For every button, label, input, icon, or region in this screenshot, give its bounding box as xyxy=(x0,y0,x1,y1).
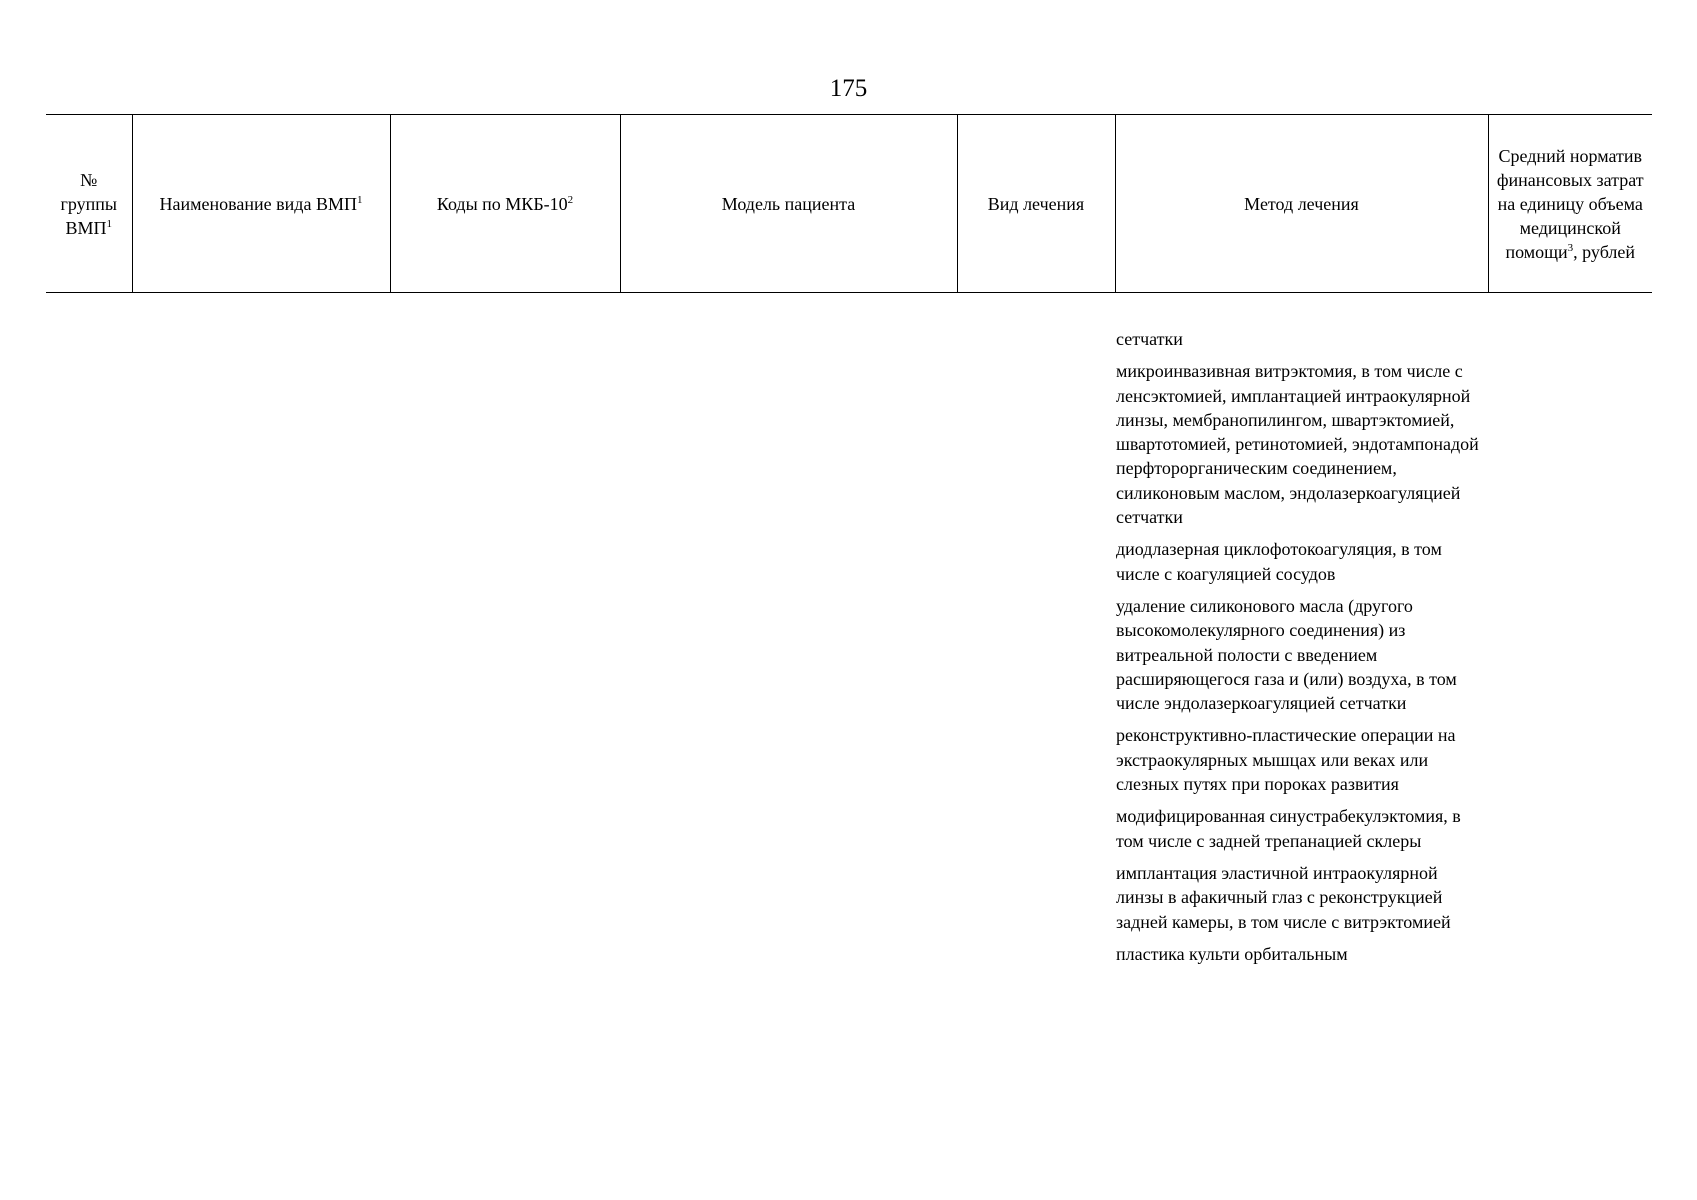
treatment-method-list xyxy=(1116,327,1481,974)
method-item: реконструктивно-пластические операции на экстраокулярных мышцах или веках или слезных путях при пороках развития xyxy=(1116,725,1456,795)
header-group-number xyxy=(46,115,132,293)
header-label: Модель пациента xyxy=(721,193,856,214)
footnote-marker: 1 xyxy=(106,217,112,230)
header-treatment-type xyxy=(957,115,1115,293)
method-item: пластика культи орбитальным xyxy=(1116,943,1348,964)
method-item: сетчатки xyxy=(1116,329,1183,349)
footnote-marker: 1 xyxy=(356,193,363,206)
header-label: № группы ВМП xyxy=(60,169,117,238)
method-item: удаление силиконового масла (другого высокомолекулярного соединения) из витреальной полости с введением расширяющегося газа и (или) воздуха, в том числе эндолазеркоагуляцией сетчатки xyxy=(1116,595,1457,714)
page-number: 175 xyxy=(829,75,868,102)
header-label: Вид лечения xyxy=(987,193,1085,214)
header-treatment-method xyxy=(1115,115,1488,293)
header-icd-codes xyxy=(390,115,620,293)
header-vmp-name xyxy=(132,115,390,293)
header-label: Коды по МКБ-10 xyxy=(436,193,568,214)
header-label: Метод лечения xyxy=(1244,193,1359,214)
footnote-marker: 3 xyxy=(1567,241,1574,254)
method-item: имплантация эластичной интраокулярной линзы в афакичный глаз с реконструкцией задней камеры, в том числе с витрэктомией xyxy=(1116,862,1451,932)
header-row xyxy=(46,115,1652,293)
header-patient-model xyxy=(620,115,957,293)
method-item: модифицированная синустрабекулэктомия, в том числе с задней трепанацией склеры xyxy=(1116,806,1461,851)
footnote-marker: 2 xyxy=(567,193,574,206)
header-label: Наименование вида ВМП xyxy=(159,193,357,214)
method-item: диодлазерная циклофотокоагуляция, в том числе с коагуляцией сосудов xyxy=(1116,539,1442,584)
method-item: микроинвазивная витрэктомия, в том числе с ленсэктомией, имплантацией интраокулярной линзы, мембранопилингом, швартэктомией, швартотомией, ретинотомией, эндотампонадой перфторорганическим соединением, силиконовым маслом, эндолазеркоагуляцией сетчатки xyxy=(1116,361,1479,528)
table-header xyxy=(46,114,1652,293)
header-cost-standard xyxy=(1488,115,1652,293)
header-label: Средний норматив финансовых затрат на единицу объема медицинской помощи xyxy=(1496,145,1644,262)
header-label-suffix: , рублей xyxy=(1573,241,1636,262)
